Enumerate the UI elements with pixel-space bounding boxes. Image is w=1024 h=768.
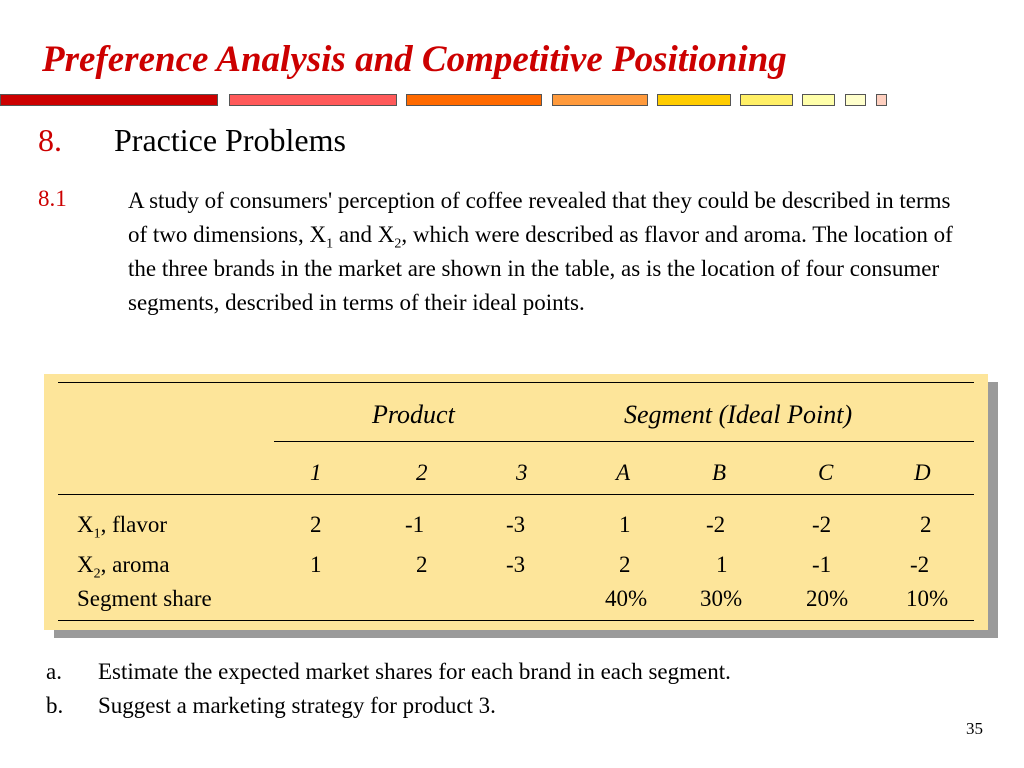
data-table: [44, 374, 988, 630]
section-number: 8.: [38, 122, 62, 158]
table-cell: -2: [910, 552, 930, 577]
table-cell: 2: [416, 552, 428, 577]
table-cell: -1: [405, 512, 425, 537]
section-heading: Practice Problems: [114, 122, 346, 158]
question-text: Suggest a marketing strategy for product 3.: [98, 693, 496, 718]
column-header: 2: [416, 460, 428, 485]
stripe: [657, 94, 731, 106]
group-header-segment: Segment (Ideal Point): [624, 400, 853, 429]
table-cell: 1: [619, 512, 631, 537]
decorative-stripes: [0, 94, 1024, 108]
group-header-product: Product: [372, 400, 455, 429]
table-top-rule: [58, 382, 974, 383]
column-header: C: [818, 460, 834, 485]
column-header: 1: [310, 460, 322, 485]
table-cell: 1: [716, 552, 728, 577]
table-cell: -3: [506, 512, 526, 537]
table-cell: 30%: [700, 586, 743, 611]
table-bottom-rule: [58, 620, 974, 621]
question-letter: a.: [46, 659, 62, 684]
slide-title: Preference Analysis and Competitive Positioning: [42, 39, 787, 80]
table-cell: -2: [706, 512, 726, 537]
stripe: [802, 94, 835, 106]
column-header: 3: [516, 460, 528, 485]
stripe: [845, 94, 866, 106]
question-text: Estimate the expected market shares for each brand in each segment.: [98, 659, 731, 684]
problem-number: 8.1: [38, 186, 67, 211]
stripe: [406, 94, 542, 106]
table-cell: 10%: [906, 586, 949, 611]
stripe: [740, 94, 793, 106]
question-letter: b.: [46, 693, 64, 718]
column-header: A: [616, 460, 631, 485]
row-label: $X_2$, aroma: [77, 552, 170, 582]
stripe: [552, 94, 648, 106]
stripe: [229, 94, 397, 106]
table-cell: 2: [310, 512, 322, 537]
table-cell: -3: [506, 552, 526, 577]
group-header-rule: [274, 441, 974, 442]
table-cell: -1: [812, 552, 832, 577]
row-label: $X_1$, flavor: [77, 512, 168, 542]
header-bottom-rule: [58, 494, 974, 495]
table-cell: 2: [619, 552, 631, 577]
table-cell: 20%: [806, 586, 849, 611]
stripe: [876, 94, 887, 106]
page-number: 35: [966, 719, 983, 738]
table-cell: 2: [920, 512, 932, 537]
problem-statement: A study of consumers' perception of coffee revealed that they could be described in terms of two dimensions, $X_1$ and $X_2$, which were described as flavor and aroma. The location of the three brands in the market are shown in the table, as is the location of four consumer segments, described in terms of their ideal points.: [128, 188, 953, 315]
column-header: D: [914, 460, 931, 485]
stripe: [0, 94, 218, 106]
table-cell: 1: [310, 552, 322, 577]
table-cell: -2: [812, 512, 832, 537]
column-header: B: [712, 460, 727, 485]
table-cell: 40%: [605, 586, 648, 611]
row-label: Segment share: [77, 586, 212, 611]
